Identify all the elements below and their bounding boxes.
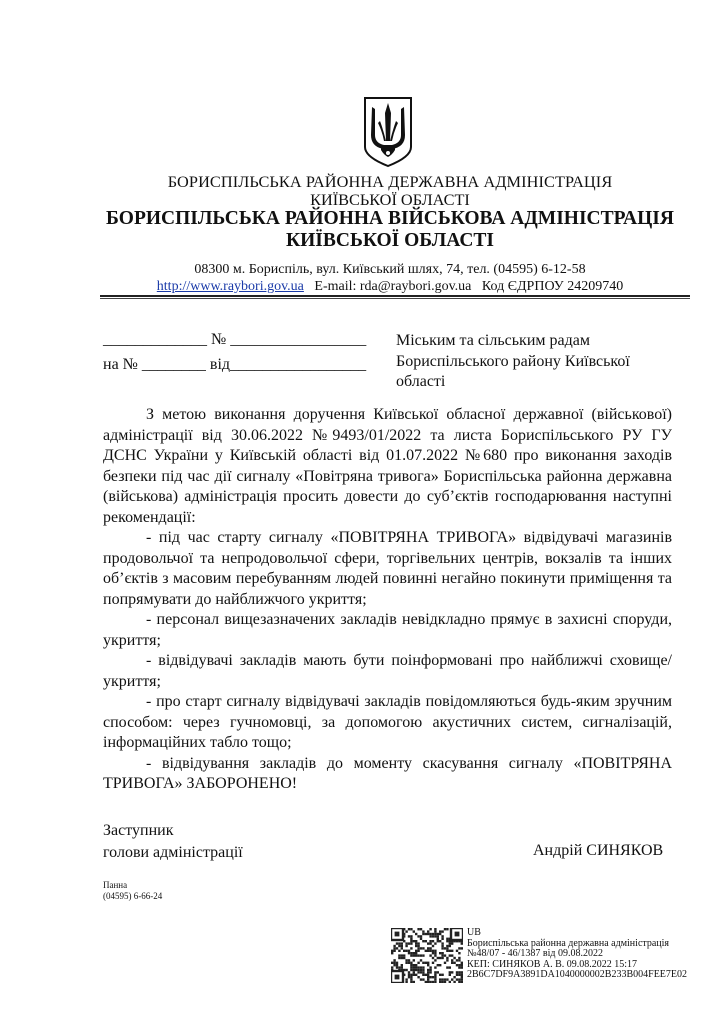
- stamp-hash: 2B6C7DF9A3891DA1040000002B233B004FEE7E02: [467, 969, 688, 980]
- edrpou-text: Код ЄДРПОУ 24209740: [481, 279, 624, 294]
- recipient-block: [396, 331, 696, 393]
- header-divider-thin: [100, 298, 690, 299]
- header-line-2: КИЇВСЬКОЇ ОБЛАСТІ: [310, 190, 470, 209]
- website-link[interactable]: http://www.raybori.gov.ua: [156, 279, 304, 294]
- recipient-line-2: Бориспільського району Київської: [396, 352, 630, 370]
- signature-position-line-2: голови адміністрації: [103, 844, 243, 861]
- body-intro: З метою виконання доручення Київської обласної державної (військової) адміністрації від 30.06.2022 №9493/01/2022 та листа Бориспільського РУ ГУ ДСНС України у Київській області від 01.07.2022 №680 про виконання заходів безпеки під час дії сигналу «Повітряна тривога» Бориспільська районна державна (військова) адміністрація просить довести до суб’єктів господарювання наступні рекомендації:: [103, 406, 672, 526]
- registration-line-1: _____________ № _________________: [103, 331, 367, 348]
- signature-position: [103, 820, 243, 864]
- e-signature-stamp: [467, 928, 687, 981]
- qr-code-icon: [391, 928, 463, 983]
- header-line-3: БОРИСПІЛЬСЬКА РАЙОННА ВІЙСЬКОВА АДМІНІСТРАЦІЯ: [106, 208, 674, 229]
- header-contacts: [0, 279, 725, 295]
- recommendation-item: - під час старту сигналу «ПОВІТРЯНА ТРИВОГА» відвідувачі магазинів продовольчої та непродовольчої сфери, торгівельних центрів, вокзалів та інших об’єктів з масовим перебуванням людей повинні негайно покинути приміщення та попрямувати до найближчого укриття;: [103, 529, 672, 608]
- header-line-4: КИЇВСЬКОЇ ОБЛАСТІ: [285, 230, 495, 251]
- recommendation-item: - відвідування закладів до моменту скасування сигналу «ПОВІТРЯНА ТРИВОГА» ЗАБОРОНЕНО!: [103, 754, 672, 792]
- recipient-line-1: Міським та сільським радам: [396, 332, 590, 349]
- recommendation-item: - відвідувачі закладів мають бути поінформовані про найближчі сховище/укриття;: [103, 652, 672, 690]
- signature-name: Андрій СИНЯКОВ: [533, 842, 664, 859]
- recommendation-item: - про старт сигналу відвідувачі закладів повідомляються будь-яким зручним способом: через гучномовці, за допомогою акустичних систем, сигналізацій, інформаційних табло тощо;: [103, 693, 672, 751]
- stamp-kep: КЕП: СИНЯКОВ А. В. 09.08.2022 15:17: [467, 958, 638, 970]
- registration-line-2: на № ________ від_________________: [103, 356, 367, 373]
- ukraine-trident-emblem-icon: [362, 95, 414, 169]
- email-text: E-mail: rda@raybori.gov.ua: [314, 279, 472, 294]
- recipient-line-3: області: [396, 373, 446, 390]
- header-divider: [100, 295, 690, 297]
- stamp-code: UB: [467, 927, 481, 938]
- executor-name: Панна: [103, 880, 128, 890]
- letter-body: [103, 405, 672, 795]
- stamp-reg-number: №48/07 - 46/1387 від 09.08.2022: [467, 948, 604, 959]
- executor-phone: (04595) 6-66-24: [103, 891, 163, 901]
- stamp-organization: Бориспільська районна державна адміністрація: [467, 937, 670, 949]
- executor-info: [103, 880, 162, 902]
- recommendation-item: - персонал вищезазначених закладів невідкладно прямує в захисні споруди, укриття;: [103, 611, 672, 649]
- header-address: 08300 м. Бориспіль, вул. Київський шлях, 74, тел. (04595) 6-12-58: [194, 262, 586, 277]
- signature-position-line-1: Заступник: [103, 822, 174, 839]
- header-line-1: БОРИСПІЛЬСЬКА РАЙОННА ДЕРЖАВНА АДМІНІСТРАЦІЯ: [167, 172, 613, 191]
